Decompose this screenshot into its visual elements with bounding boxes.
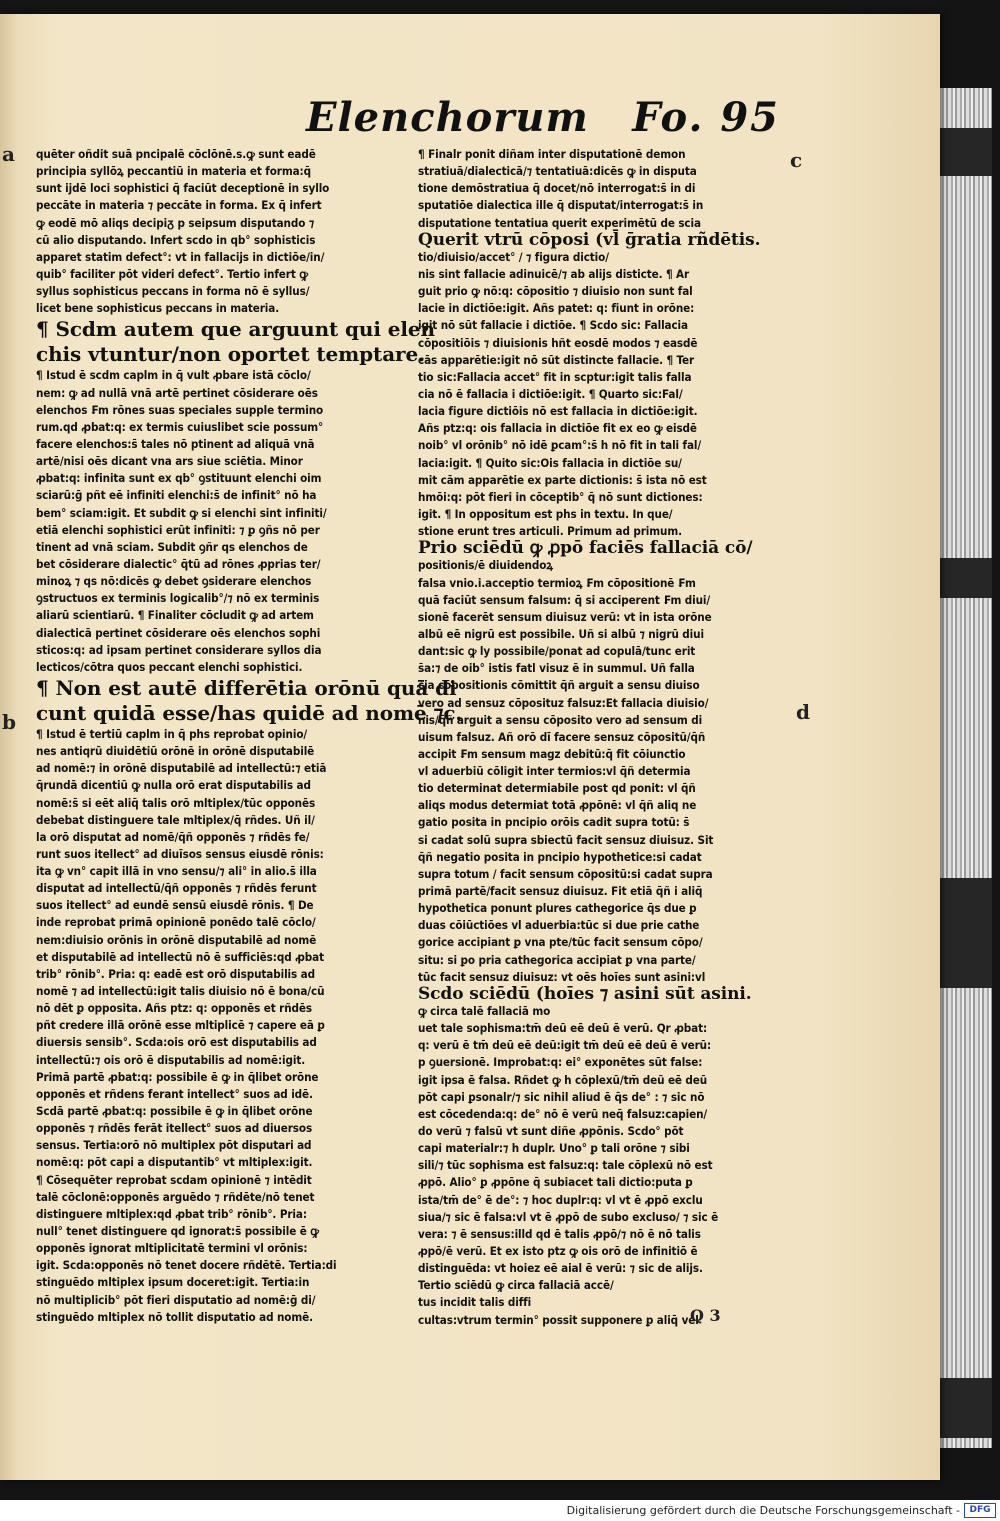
text-line: sili/⁊ tūc sophisma est falsuz:q: tale cōplexū nō est xyxy=(418,1158,713,1173)
text-line: vera: ⁊ ē sensus:illd qd ē talis ꝓpō/⁊ nō ē nō talis xyxy=(418,1226,701,1241)
digitization-footer xyxy=(0,1500,1000,1521)
text-line: nes antiqrū diuidētiū orōnē in orōnē disputabilē xyxy=(36,744,315,759)
text-line: ꝓpō. Alio° ꝑ ꝓpōne q̄ subiacet tali dictio:puta ꝑ xyxy=(418,1175,693,1190)
text-line: guit prio ꝙ nō:q: cōpositio ⁊ diuisio non sunt fal xyxy=(418,284,693,299)
text-line: ꝓbat:q: infinita sunt ex qb° ꝯstituunt elenchi oim xyxy=(36,471,322,486)
text-line: nō multiplicib° pōt fieri disputatio ad nomē:ḡ di/ xyxy=(36,1292,316,1307)
text-line: ¶ Finalr ponit diñam inter disputationē demon xyxy=(418,147,686,161)
text-line: Querit vtrū cōposi (vl̄ ḡratia rñdētis. xyxy=(418,229,761,250)
text-line: tione demōstratiua q̄ docet/nō interrogat:s̄ in di xyxy=(418,181,696,196)
text-line: sensus. Tertia:orō nō multiplex pōt disputari ad xyxy=(36,1138,312,1153)
text-line: Scdo sciēdū (hoīes ⁊ asini sūt asini. xyxy=(418,983,752,1004)
text-line: nomē:q: pōt capi a disputantib° vt mltiplex:igit. xyxy=(36,1155,313,1170)
book-page xyxy=(0,14,940,1480)
text-line: cia nō ē fallacia i dictiōe:igit. ¶ Quarto sic:Fal/ xyxy=(418,386,683,401)
text-line: nis sint fallacie adinuicē/⁊ ab alijs disticte. ¶ Ar xyxy=(418,266,690,281)
text-column-right xyxy=(418,146,768,1329)
text-line: intellectū:⁊ ois orō ē disputabilis ad nomē:igit. xyxy=(36,1052,306,1067)
text-line: chis vtuntur/non oportet temptare. xyxy=(36,342,425,367)
text-line: igit ipsa ē falsa. Rñdet ꝙ h cōplexū/tm̄ deū eē deū xyxy=(418,1072,708,1087)
text-line: tinent ad vnā sciam. Subdit ꝯñr qs elenchos de xyxy=(36,539,308,554)
text-line: ꝓpō/ē verū. Et ex isto ptz ꝙ ois orō de infinitiō ē xyxy=(418,1244,698,1258)
text-line: artē/nisi oēs dicant vna ars siue sciētia. Minor xyxy=(36,454,303,469)
text-line: albū eē nigrū est possibile. Uñ si albū ⁊ nigrū diui xyxy=(418,626,704,641)
text-line: ¶ Non est autē differētia orōnū quā di xyxy=(36,675,457,700)
text-line: primā partē/facit sensuz diuisuz. Fit etiā q̄ñ i aliq̄ xyxy=(418,884,703,899)
text-line: minoꝝ ⁊ qs nō:dicēs ꝙ debet ꝯsiderare elenchos xyxy=(36,574,312,589)
text-line: q: verū ē tm̄ deū eē deū:igit tm̄ deū eē deū ē verū: xyxy=(418,1038,712,1053)
text-line: bem° sciam:igit. Et subdit ꝙ si elenchi sint infiniti/ xyxy=(36,505,327,520)
text-line: lacia:igit. ¶ Quito sic:Ois fallacia in dictiōe su/ xyxy=(418,455,682,470)
text-line: ¶ Istud ē scdm caplm in q̄ vult ꝓbare istā cōclo/ xyxy=(36,368,311,383)
text-line: ¶ Cōsequēter reprobat scdam opinionē ⁊ intēdit xyxy=(36,1172,312,1187)
text-line: elenchos ₣m rōnes suas speciales supple termino xyxy=(36,402,324,417)
text-line: sputatiōe dialectica ille q̄ disputat/interrogat:s̄ in xyxy=(418,198,704,213)
text-line: null° tenet distinguere qd ignorat:s̄ possibile ē ꝙ xyxy=(36,1224,319,1239)
text-line: opponēs ignorat mltiplicitatē termini vl orōnis: xyxy=(36,1241,308,1256)
text-line: tio/diuisio/accet° / ⁊ figura dictio/ xyxy=(418,249,609,264)
text-line: quēter oñdit suā pncipalē cōclōnē.s.ꝙ sunt eadē xyxy=(36,147,316,161)
text-line: supra totum / facit sensum cōpositū:si cadat supra xyxy=(418,866,713,881)
text-line: cōpositiōis ⁊ diuisionis hñt eosdē modos ⁊ easdē xyxy=(418,335,698,350)
text-line: capi materialr:⁊ h duplr. Uno° ꝑ tali orōne ⁊ sibi xyxy=(418,1141,690,1156)
text-line: peccāte in materia ⁊ peccāte in forma. Ex q̄ infert xyxy=(36,198,322,213)
text-line: situ: si ꝑo pria cathegorica accipiat ꝑ vna parte/ xyxy=(418,952,696,967)
text-line: et disputabilē ad intellectū nō ē sufficiēs:qd ꝓbat xyxy=(36,949,324,964)
text-line: tus incidit talis diffi xyxy=(418,1295,532,1310)
text-line: si cadat solū supra sbiectū facit sensuz diuisuz. Sit xyxy=(418,832,714,847)
text-line: do verū ⁊ falsū vt sunt diñe ꝓpōnis. Scdo° pōt xyxy=(418,1124,684,1139)
signature-mark: Q 3 xyxy=(690,1306,721,1325)
text-line: q̄rundā dicentiū ꝙ nulla orō erat disputabilis ad xyxy=(36,778,311,793)
text-line: hmōi:q: pōt fieri in cōceptib° q̄ nō sunt dictiones: xyxy=(418,489,703,504)
text-line: licet bene sophisticus peccans in materia. xyxy=(36,301,280,316)
text-line: sticos:q: ad ipsam pertinet considerare syllos dia xyxy=(36,642,322,657)
text-line: Primā partē ꝓbat:q: possibile ē ꝙ in q̄libet orōne xyxy=(36,1069,319,1084)
text-line: talē cōclonē:opponēs arguēdo ⁊ rñdēte/nō tenet xyxy=(36,1189,315,1204)
margin-letter-d: d xyxy=(796,700,810,724)
text-line: quā faciūt sensum falsum: q̄ si acciperent ₣m diui/ xyxy=(418,592,711,607)
text-line: Prio sciēdū ꝙ ꝓpō faciēs fallaciā cō/ xyxy=(418,538,753,559)
text-line: ꝙ eodē mō aliqs decipiᵹ p seipsum disputando ⁊ xyxy=(36,215,315,230)
text-line: nomē ⁊ ad intellectū:igit talis diuisio nō ē bona/cū xyxy=(36,984,325,999)
running-title: Elenchorum xyxy=(306,94,589,141)
text-line: tio sic:Fallacia accet° fit in scptur:igit talis falla xyxy=(418,369,692,384)
text-line: ꝯstructuos ex terminis logicalib°/⁊ nō ex terminis xyxy=(36,591,320,606)
text-line: accipit ₣m sensum magz debitū:q̄ fit cōiunctio xyxy=(418,746,686,761)
text-line: uet tale sophisma:tm̄ deū eē deū ē verū. Qr ꝓbat: xyxy=(418,1021,708,1036)
text-line: nomē:s̄ si eēt aliq̄ talis orō mltiplex/tūc opponēs xyxy=(36,795,316,810)
margin-letter-b: b xyxy=(2,710,16,734)
text-line: runt suos itellect° ad diuīsos sensus eiusdē rōnis: xyxy=(36,846,324,861)
text-line: rum.qd ꝓbat:q: ex termis cuiuslibet scie possum° xyxy=(36,419,324,434)
text-line: igit nō sūt fallacie i dictiōe. ¶ Scdo sic: Fallacia xyxy=(418,318,688,333)
text-line: hypothetica ponunt plures cathegorice q̄s due ꝑ xyxy=(418,901,697,916)
text-line: tio determinat determiabile post qd ponit: vl q̄ñ xyxy=(418,781,696,796)
text-line: nem:diuisio orōnis in orōnē disputabilē ad nomē xyxy=(36,932,317,947)
text-line: sciarū:ḡ pñt eē infiniti elenchi:s̄ de infinit° nō ha xyxy=(36,488,317,503)
text-line: etiā elenchi sophistici erūt infiniti: ⁊ ꝑ ꝯñs nō per xyxy=(36,522,320,537)
dfg-logo: DFG xyxy=(964,1503,996,1518)
running-header xyxy=(300,94,780,150)
text-line: pñt credere illā orōnē esse mltiplicē ⁊ capere eā ꝑ xyxy=(36,1018,325,1033)
text-line: est cōcedenda:q: de° nō ē verū neq̄ falsuz:capien/ xyxy=(418,1106,708,1121)
text-line: falsa vnio.i.acceptio termioꝝ ₣m cōpositionē ₣m xyxy=(418,575,696,590)
text-line: ad nomē:⁊ in orōnē disputabilē ad intellectū:⁊ etiā xyxy=(36,761,327,776)
text-line: inde reprobat primā opinionē ponēdo talē cōclo/ xyxy=(36,915,316,930)
text-line: facere elenchos:s̄ tales nō ptinent ad aliquā vnā xyxy=(36,436,315,451)
text-line: aliarū scientiarū. ¶ Finaliter cōcludit ꝙ ad artem xyxy=(36,608,314,623)
text-line: apparet statim defect°: vt in fallacijs in dictiōe/in/ xyxy=(36,249,325,264)
text-line: opponēs ⁊ rñdēs ferāt itellect° suos ad diuersos xyxy=(36,1121,313,1136)
text-line: p ꝯuersionē. Improbat:q: ei° exponētes sūt false: xyxy=(418,1055,703,1070)
text-line: stratiuā/dialecticā/⁊ tentatiuā:dicēs ꝙ in disputa xyxy=(418,164,697,179)
margin-letter-c: c xyxy=(790,148,803,172)
text-line: lecticos/cōtra quos peccant elenchi sophistici. xyxy=(36,659,303,674)
text-line: q̄ñ negatio posita in pncipio hypothetice:si cadat xyxy=(418,849,702,864)
text-line: vl aduerbiū cōligit inter termios:vl q̄ñ determia xyxy=(418,764,691,779)
text-line: cū alio disputando. Infert scdo in qb° sophisticis xyxy=(36,232,316,247)
text-line: ꝙ circa talē fallaciā mo xyxy=(418,1004,551,1019)
text-line: pōt capi ꝑsonalr/⁊ sic nihil aliud ē q̄s de° : ⁊ sic nō xyxy=(418,1089,705,1104)
text-line: nem: ꝙ ad nullā vnā artē pertinet cōsiderare oēs xyxy=(36,385,318,400)
text-line: Añs ptz:q: ois fallacia in dictiōe fit ex eo ꝙ eisdē xyxy=(418,421,697,436)
text-line: siua/⁊ sic ē falsa:vl vt ē ꝓpō de subo excluso/ ⁊ sic ē xyxy=(418,1209,719,1224)
text-line: ¶ Scdm autem que arguunt qui elen xyxy=(36,317,435,342)
text-line: mit cām apparētie ex parte dictionis: s̄ ista nō est xyxy=(418,472,707,487)
text-line: positionis/ē diuidendoꝝ xyxy=(418,558,553,573)
text-line: Tertio sciēdū ꝙ circa fallaciā accē/ xyxy=(418,1278,614,1293)
text-column-left xyxy=(36,146,463,1326)
margin-letter-a: a xyxy=(2,142,15,166)
text-line: syllus sophisticus peccans in forma nō ē syllus/ xyxy=(36,284,310,299)
text-line: opponēs et rñdens ferant intellect° suos ad idē. xyxy=(36,1086,313,1101)
text-line: nō dēt ꝑ opposita. Añs ptz: q: opponēs et rñdēs xyxy=(36,1001,313,1016)
text-line: diuersis sensib°. Scda:ois orō est disputabilis ad xyxy=(36,1035,317,1050)
footer-credit: Digitalisierung gefördert durch die Deutsche Forschungsgemeinschaft - xyxy=(566,1504,960,1517)
text-line: cia cōpositionis cōmittit q̄ñ arguit a sensu diuiso xyxy=(418,678,700,693)
text-line: sionē facerēt sensum diuisuz verū: vt in ista orōne xyxy=(418,609,712,624)
text-line: tūc facit sensuz diuisuz: vt oēs hoīes sunt asini:vl xyxy=(418,969,706,984)
text-line: stinguēdo mltiplex nō tollit disputatio ad nomē. xyxy=(36,1309,313,1324)
text-line: dant:sic ꝙ ly possibile/ponat ad copulā/tunc erit xyxy=(418,644,696,659)
text-line: aliqs modus determiat totā ꝓpōnē: vl q̄ñ aliq ne xyxy=(418,798,697,813)
text-line: lacia figure dictiōis nō est fallacia in dictiōe:igit. xyxy=(418,404,698,419)
text-line: noib° vl orōnib° nō idē ꝑcam°:s̄ h nō fit in tali fal/ xyxy=(418,438,702,453)
text-line: dialecticā pertinet cōsiderare oēs elenchos sophi xyxy=(36,625,321,640)
text-line: ¶ Istud ē tertiū caplm in q̄ phs reprobat opinio/ xyxy=(36,726,308,741)
text-line: igit. ¶ In oppositum est phs in textu. In que/ xyxy=(418,506,673,521)
text-line: uisum falsuz. Añ orō dī facere sensuz cōpositū/q̄ñ xyxy=(418,729,706,744)
text-line: Scdā partē ꝓbat:q: possibile ē ꝙ in q̄libet orōne xyxy=(36,1104,313,1119)
text-line: distinguere mltiplex:qd ꝓbat trib° rōnib°. Pria: xyxy=(36,1206,307,1221)
text-line: vero ad sensuz cōposituz falsuz:Et fallacia diuisio/ xyxy=(418,695,709,710)
text-line: bet cōsiderare dialectic° q̄tū ad rōnes ꝓprias ter/ xyxy=(36,556,321,571)
text-line: ista/tm̄ de° ē de°: ⁊ hoc duplr:q: vl vt ē ꝓpō exclu xyxy=(418,1192,703,1207)
text-line: trib° rōnib°. Pria: q: eadē est orō disputabilis ad xyxy=(36,966,315,981)
text-line: disputat ad intellectū/q̄ñ opponēs ⁊ rñdēs ferunt xyxy=(36,881,317,896)
text-line: cunt quidā esse/has quidē ad nomē ⁊c. xyxy=(36,700,463,725)
text-line: gorice accipiant ꝑ vna pte/tūc facit sensum cōpo/ xyxy=(418,935,703,950)
text-line: igit. Scda:opponēs nō tenet docere rñdētē. Tertia:di xyxy=(36,1258,337,1273)
text-line: stione erunt tres articuli. Primum ad primum. xyxy=(418,524,682,539)
text-line: s̄a:⁊ de oib° istis fatl visuz ē in summul. Uñ falla xyxy=(418,661,695,676)
text-line: cās apparētie:igit nō sūt distincte fallacie. ¶ Ter xyxy=(418,352,695,367)
text-line: duas cōiūctiōes vl aduerbia:tūc si due prie cathe xyxy=(418,918,700,933)
text-line: disputatione tentatiua querit experimētū de scia xyxy=(418,215,701,230)
text-line: distinguēda: vt hoiez eē aial ē verū: ⁊ sic de alijs. xyxy=(418,1261,703,1276)
text-line: suos itellect° ad eundē sensū eiusdē rōnis. ¶ De xyxy=(36,898,314,913)
text-line: cultas:vtrum termin° possit supponere ꝑ aliq̄ vel xyxy=(418,1312,699,1327)
folio-number: Fo. 95 xyxy=(632,94,780,141)
text-line: principia syllōꝝ peccantiū in materia et forma:q̄ xyxy=(36,164,311,179)
text-line: lacie in dictiōe:igit. Añs patet: q: fiunt in orōne: xyxy=(418,301,695,316)
text-line: debebat distinguere tale mltiplex/q̄ rñdes. Uñ il/ xyxy=(36,812,315,827)
text-line: stinguēdo mltiplex ipsum doceret:igit. Tertia:in xyxy=(36,1275,310,1290)
text-line: gatio posita in pncipio orōis cadit supra totū: s̄ xyxy=(418,815,690,830)
text-line: ita ꝙ vn° capit illā in vno sensu/⁊ ali° in alio.s̄ illa xyxy=(36,864,317,879)
text-line: nis/q̄ñ arguit a sensu cōposito vero ad sensum di xyxy=(418,712,703,727)
text-line: la orō disputat ad nomē/q̄ñ opponēs ⁊ rñdēs fe/ xyxy=(36,829,310,844)
text-line: quib° faciliter pōt videri defect°. Tertio infert ꝙ xyxy=(36,266,308,281)
text-line: sunt ijdē loci sophistici q̄ faciūt deceptionē in syllo xyxy=(36,181,330,196)
